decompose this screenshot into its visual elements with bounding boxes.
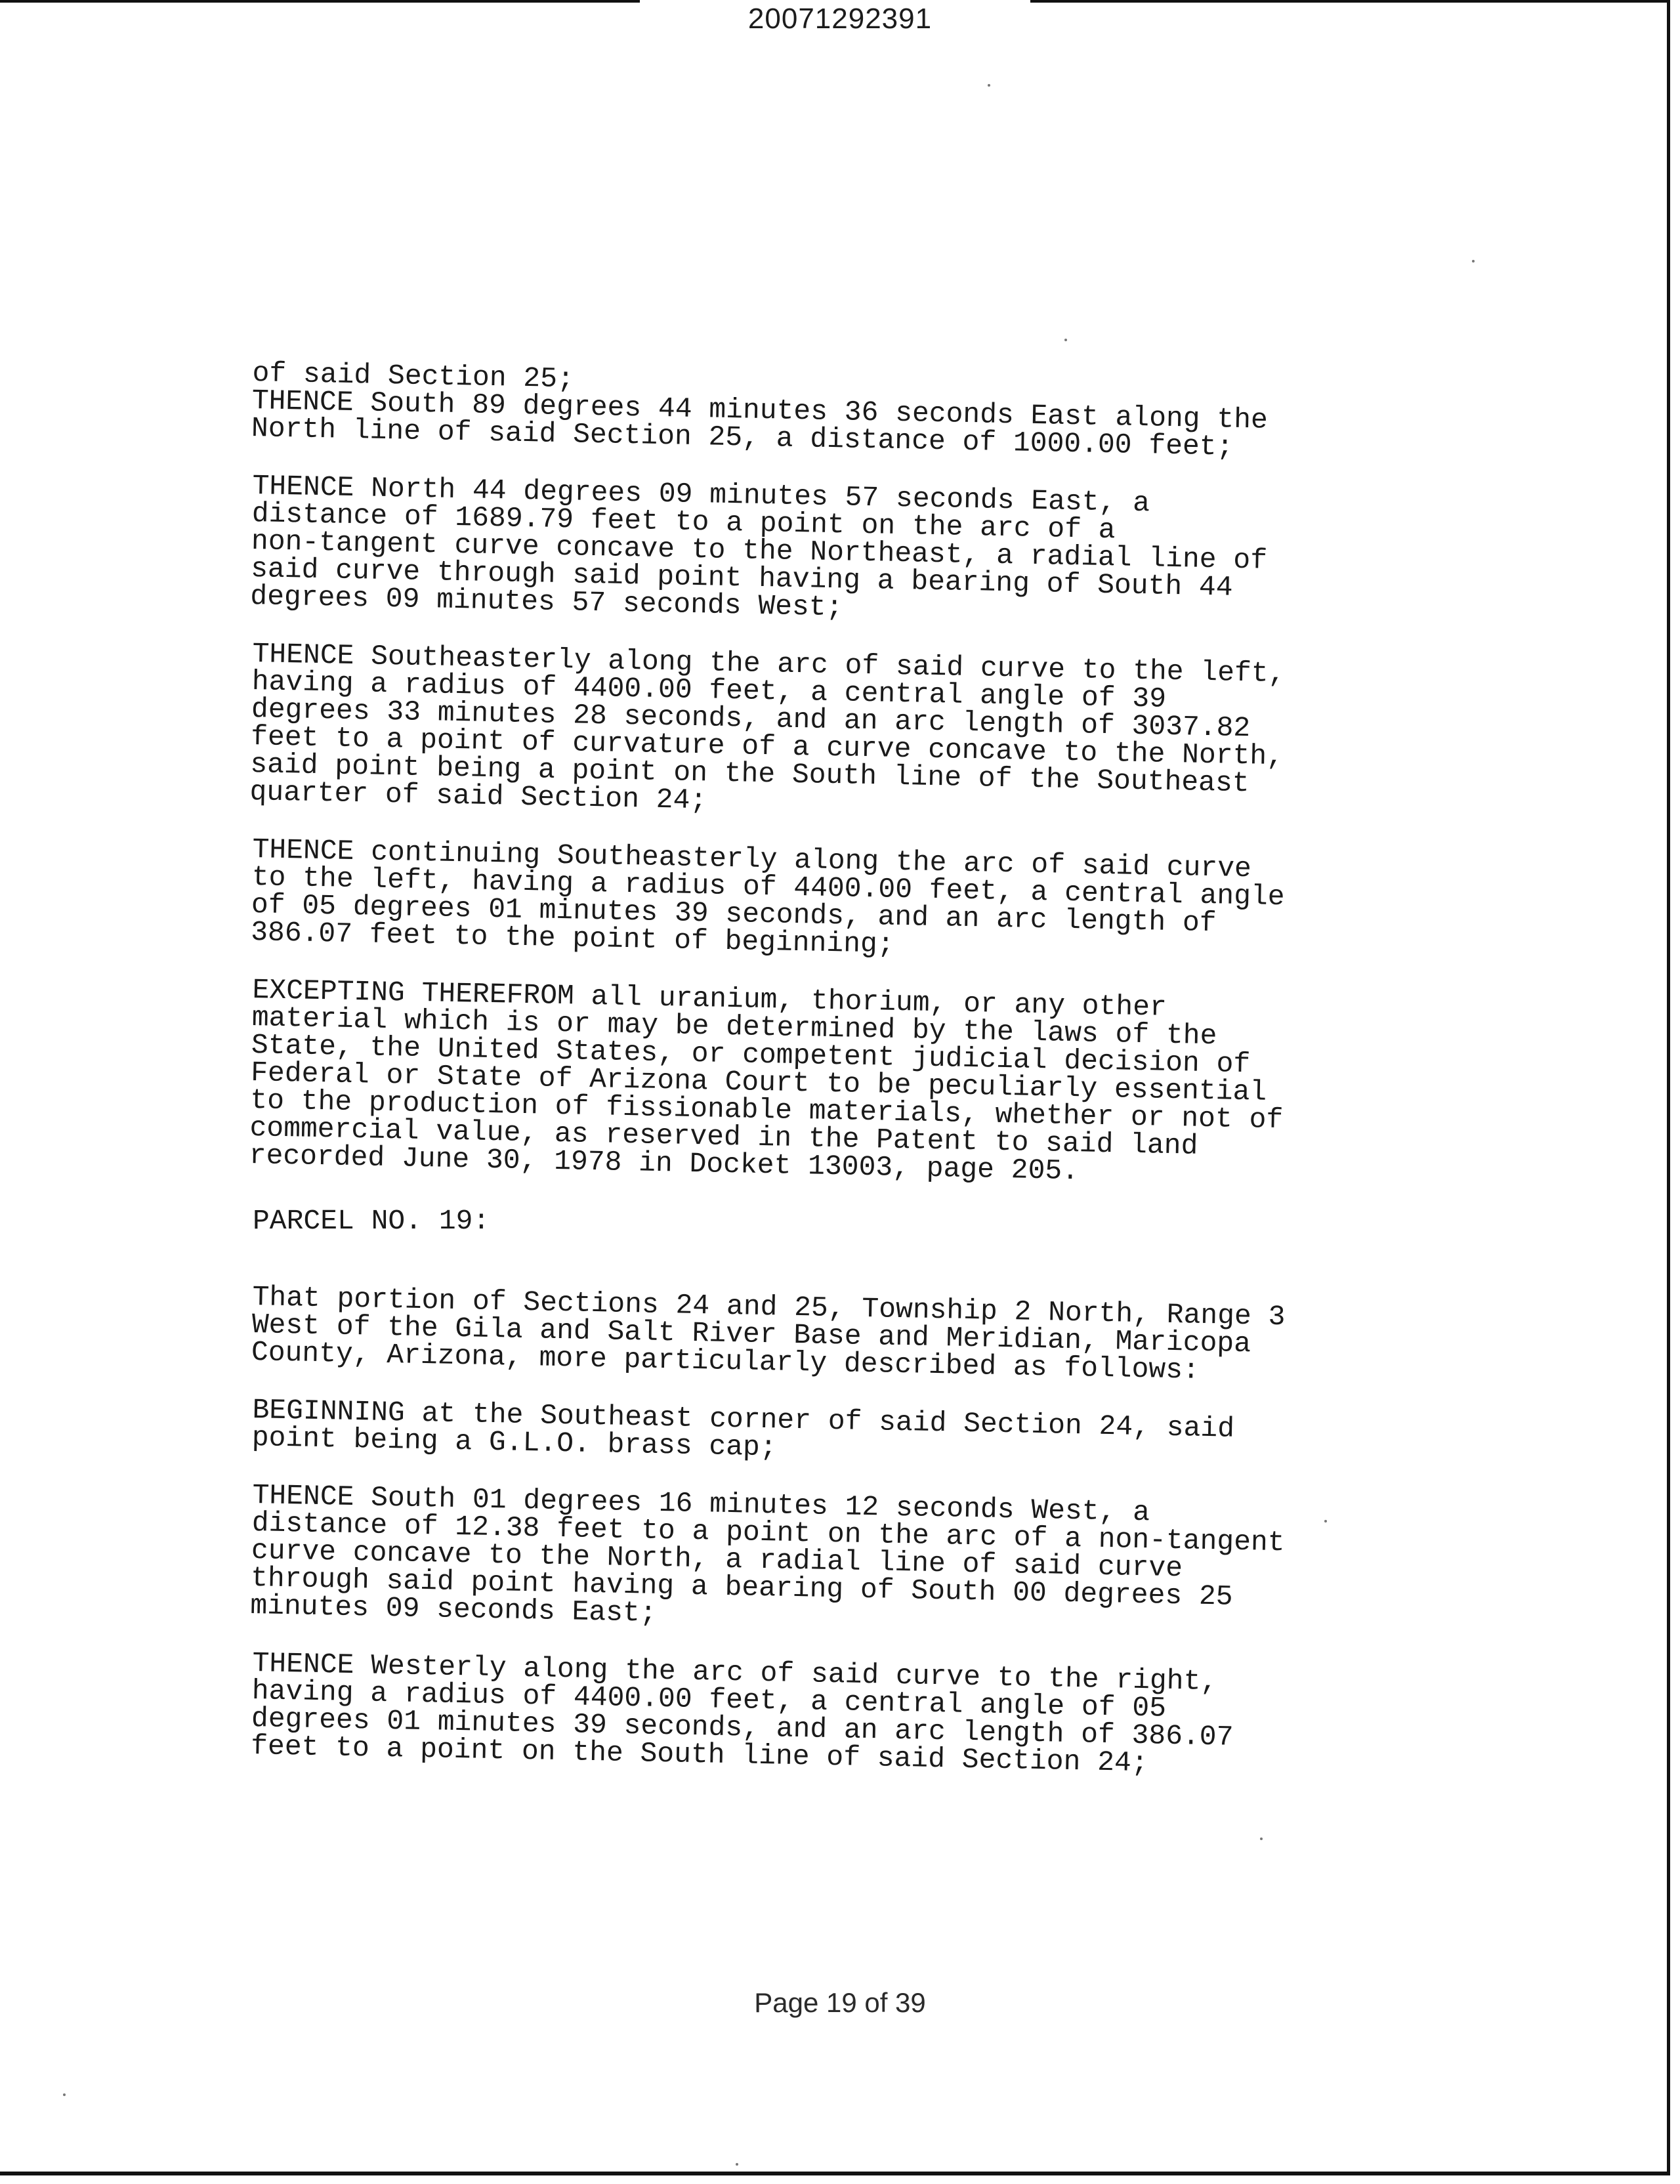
scan-speck xyxy=(1324,1520,1327,1522)
page-number: Page 19 of 39 xyxy=(754,1987,926,2018)
scan-speck xyxy=(63,2093,66,2096)
document-body xyxy=(249,357,1395,1790)
legal-paragraph-4: THENCE continuing Southeasterly along the arc of said curve to the left, having a radius of 4400.00 feet, a central angle of 05 degrees 01 minutes 39 seconds, and an arc length of 386.07 feet to the point of beginning; xyxy=(250,833,1286,961)
parcel-paragraph-2: BEGINNING at the Southeast corner of said Section 24, said point being a G.L.O. brass cap; xyxy=(251,1394,1235,1464)
excepting-paragraph: EXCEPTING THEREFROM all uranium, thorium, or any other material which is or may be determined by the laws of the State, the United States, or competent judicial decision of Federal or State of Arizona Court to be peculiarly essential to the production of fissionable materials, whether or not of commercial value, as reserved in the Patent to said land recorded June 30, 1978 in Docket 13003, page 205. xyxy=(249,974,1284,1188)
scan-speck xyxy=(736,2163,738,2166)
scan-speck xyxy=(1472,260,1475,262)
parcel-paragraph-4: THENCE Westerly along the arc of said curve to the right, having a radius of 4400.00 feet, a central angle of 05 degrees 01 minutes 39 seconds, and an arc length of 386.07 feet to a point on the South line of said Section 24; xyxy=(250,1647,1234,1780)
legal-paragraph-1: of said Section 25; THENCE South 89 degrees 44 minutes 36 seconds East along the North line of said Section 25, a distance of 1000.00 feet; xyxy=(251,357,1269,463)
scan-speck xyxy=(1260,1838,1263,1840)
parcel-heading: PARCEL NO. 19: xyxy=(253,1205,490,1237)
scan-speck xyxy=(988,84,990,87)
parcel-paragraph-1: That portion of Sections 24 and 25, Township 2 North, Range 3 West of the Gila and Salt River Base and Meridian, Maricopa County, Arizona, more particularly described as follows: xyxy=(251,1281,1286,1387)
legal-paragraph-3: THENCE Southeasterly along the arc of said curve to the left, having a radius of 4400.00 feet, a central angle of 39 degrees 33 minutes 28 seconds, and an arc length of 3037.82 feet to a point of curvature of a curve concave to the North, said point being a point on the South line of the Southeast quarter of said Section 24; xyxy=(249,638,1286,817)
recording-number: 20071292391 xyxy=(747,3,933,35)
parcel-paragraph-3: THENCE South 01 degrees 16 minutes 12 seconds West, a distance of 12.38 feet to a point on the arc of a non-tangent curve concave to the North, a radial line of said curve through said point having a bearing of South 00 degrees 25 minutes 09 seconds East; xyxy=(249,1479,1286,1629)
scan-speck xyxy=(1064,339,1067,341)
legal-paragraph-2: THENCE North 44 degrees 09 minutes 57 seconds East, a distance of 1689.79 feet to a point on the arc of a non-tangent curve concave to the Northeast, a radial line of said curve through said point having a bearing of South 44 degrees 09 minutes 57 seconds West; xyxy=(249,470,1268,624)
